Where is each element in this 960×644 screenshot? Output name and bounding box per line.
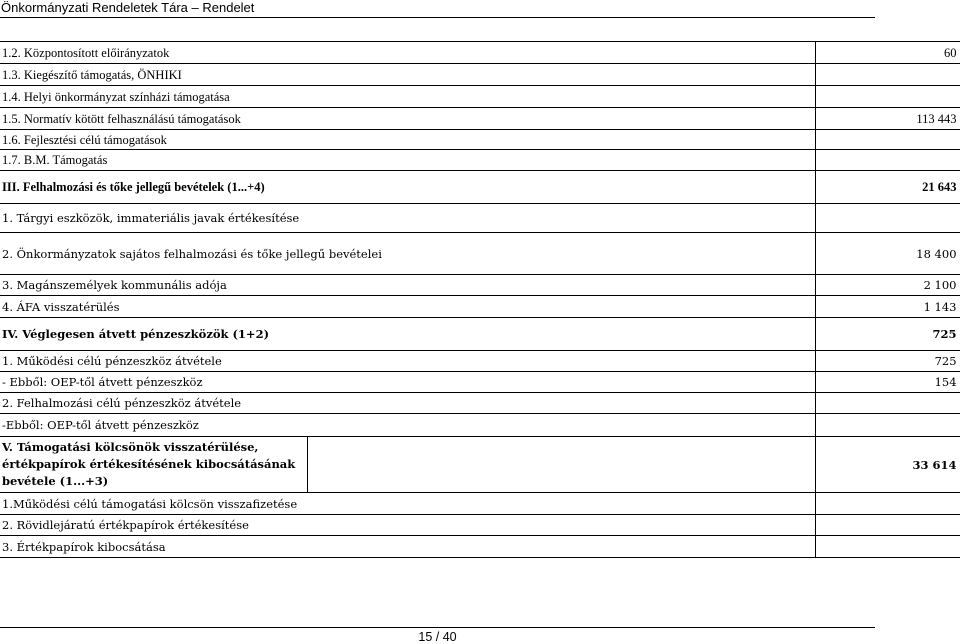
table-row [0,372,960,393]
table-row [0,108,960,130]
row-label: 1.2. Központosított előirányzatok [0,42,815,64]
table-row [0,64,960,86]
table-row [0,150,960,171]
table-row [0,275,960,296]
row-label: 1.Működési célú támogatási kölcsön visszafizetése [0,493,815,515]
table-row [0,414,960,437]
row-label: - Ebből: OEP-től átvett pénzeszköz [0,372,815,393]
row-value [815,493,960,515]
table-row [0,42,960,64]
row-value: 33 614 [815,437,960,493]
row-label: 2. Önkormányzatok sajátos felhalmozási és tőke jellegű bevételei [0,233,815,275]
table-row [0,204,960,233]
table-row [0,536,960,558]
table-row [0,437,960,493]
row-value [815,64,960,86]
row-label: 1.3. Kiegészítő támogatás, ÖNHIKI [0,64,815,86]
table-row [0,296,960,318]
row-label: 1.4. Helyi önkormányzat színházi támogatása [0,86,815,108]
table-row [0,171,960,204]
row-label: 4. ÁFA visszatérülés [0,296,815,318]
row-value [815,150,960,171]
row-label: III. Felhalmozási és tőke jellegű bevételek (1...+4) [0,171,815,204]
row-value [815,414,960,437]
row-label: 3. Értékpapírok kibocsátása [0,536,815,558]
row-value: 1 143 [815,296,960,318]
row-value: 113 443 [815,108,960,130]
row-value: 21 643 [815,171,960,204]
row-value [815,86,960,108]
row-label: 2. Felhalmozási célú pénzeszköz átvétele [0,393,815,414]
table-row [0,130,960,150]
row-label: 1.6. Fejlesztési célú támogatások [0,130,815,150]
table-row [0,318,960,351]
row-value [815,130,960,150]
row-spacer [307,437,815,493]
table-row [0,351,960,372]
table-row [0,393,960,414]
page-header [0,0,875,18]
row-label: 1.7. B.M. Támogatás [0,150,815,171]
row-label: 2. Rövidlejáratú értékpapírok értékesítése [0,515,815,536]
row-label: 1. Működési célú pénzeszköz átvétele [0,351,815,372]
footer-divider [0,627,875,628]
table-row [0,86,960,108]
row-value [815,204,960,233]
row-value [815,393,960,414]
row-label: IV. Véglegesen átvett pénzeszközök (1+2) [0,318,815,351]
budget-table [0,41,960,558]
row-value: 2 100 [815,275,960,296]
row-value: 60 [815,42,960,64]
row-label: 1. Tárgyi eszközök, immateriális javak értékesítése [0,204,815,233]
row-value: 18 400 [815,233,960,275]
table-row [0,233,960,275]
row-value: 725 [815,318,960,351]
table-row [0,493,960,515]
page-header-title: Önkormányzati Rendeletek Tára – Rendelet [1,0,255,15]
row-label: -Ebből: OEP-től átvett pénzeszköz [0,414,815,437]
row-value: 154 [815,372,960,393]
row-value [815,536,960,558]
row-label: V. Támogatási kölcsönök visszatérülése, értékpapírok értékesítésének kibocsátásának bevétele (1...+3) [0,437,307,493]
row-label: 3. Magánszemélyek kommunális adója [0,275,815,296]
row-value [815,515,960,536]
row-label: 1.5. Normatív kötött felhasználású támogatások [0,108,815,130]
table-row [0,515,960,536]
page-number: 15 / 40 [418,630,457,644]
row-value: 725 [815,351,960,372]
